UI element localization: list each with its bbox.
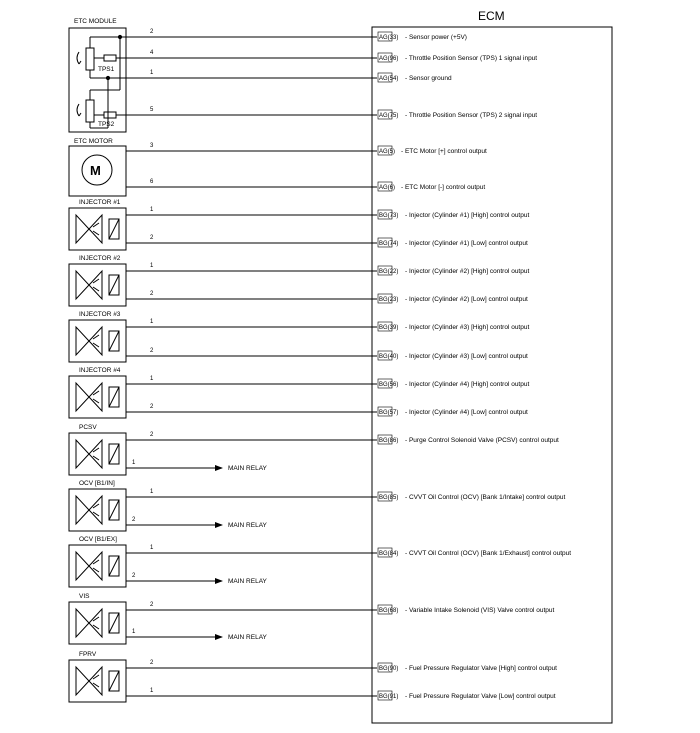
pin-number: 2 — [132, 573, 136, 579]
pin-number: 2 — [150, 291, 154, 297]
solenoid-injector-3 — [69, 320, 126, 362]
etc-module-title: ETC MODULE — [74, 18, 117, 25]
pin-number: 2 — [150, 602, 154, 608]
etc-motor-title: ETC MOTOR — [74, 138, 113, 145]
signal-description: - Injector (Cylinder #3) [Low] control output — [405, 353, 528, 360]
pin-number: 2 — [150, 660, 154, 666]
signal-description: - Injector (Cylinder #4) [Low] control output — [405, 409, 528, 416]
pin-number: 2 — [150, 432, 154, 438]
signal-description: - Variable Intake Solenoid (VIS) Valve control output — [405, 607, 555, 614]
ecm-pin-id: BG(56) — [379, 382, 399, 388]
solenoid-injector-2 — [69, 264, 126, 306]
solenoid-injector-1 — [69, 208, 126, 250]
ecm-pin-id: BG(74) — [379, 241, 399, 247]
signal-description: - Throttle Position Sensor (TPS) 1 signal input — [405, 55, 538, 62]
signal-description: - Injector (Cylinder #1) [High] control output — [405, 212, 530, 219]
tps2-sensor — [77, 37, 126, 128]
solenoid-ocv-b1-ex — [69, 545, 126, 587]
ecm-pin-id: BG(39) — [379, 325, 399, 331]
pin-number: 2 — [132, 517, 136, 523]
signal-description: - Fuel Pressure Regulator Valve [High] control output — [405, 665, 557, 672]
main-relay-label: MAIN RELAY — [228, 578, 267, 585]
signal-description: - Injector (Cylinder #2) [High] control output — [405, 268, 530, 275]
pin-number: 1 — [150, 545, 154, 551]
pin-number: 1 — [150, 207, 154, 213]
pin-number: 2 — [150, 404, 154, 410]
pin-number: 1 — [150, 70, 154, 76]
pin-number: 1 — [150, 319, 154, 325]
device-label: INJECTOR #4 — [79, 367, 121, 374]
ecm-pin-id: AG(6) — [379, 185, 396, 191]
solenoid-ocv-b1-in — [69, 489, 126, 531]
motor-symbol-label: M — [90, 163, 101, 178]
ecm-pin-id: BG(40) — [379, 354, 399, 360]
tps2-label: TPS2 — [98, 121, 115, 128]
device-label: PCSV — [79, 424, 97, 431]
signal-description: - Injector (Cylinder #4) [High] control output — [405, 381, 530, 388]
main-relay-label: MAIN RELAY — [228, 465, 267, 472]
main-relay-label: MAIN RELAY — [228, 634, 267, 641]
main-relay-label: MAIN RELAY — [228, 522, 267, 529]
signal-description: - CVVT Oil Control (OCV) [Bank 1/Exhaust] control output — [405, 550, 572, 557]
ecm-pin-id: BG(23) — [379, 297, 399, 303]
device-label: OCV [B1/IN] — [79, 480, 115, 487]
signal-description: - Injector (Cylinder #2) [Low] control output — [405, 296, 528, 303]
device-label: OCV [B1/EX] — [79, 536, 117, 543]
device-label: INJECTOR #2 — [79, 255, 121, 262]
device-label: FPRV — [79, 651, 97, 658]
ecm-box — [372, 27, 612, 723]
ecm-pin-id: AG(96) — [379, 56, 399, 62]
pin-number: 3 — [150, 143, 154, 149]
ecm-pin-id: BG(68) — [379, 608, 399, 614]
device-label: INJECTOR #1 — [79, 199, 121, 206]
device-label: INJECTOR #3 — [79, 311, 121, 318]
solenoid-vis — [69, 602, 126, 644]
ecm-pin-id: BG(57) — [379, 410, 399, 416]
pin-number: 1 — [132, 460, 136, 466]
signal-description: - Injector (Cylinder #3) [High] control output — [405, 324, 530, 331]
pin-number: 2 — [150, 235, 154, 241]
device-label: VIS — [79, 593, 90, 600]
ecm-pin-id: BG(90) — [379, 666, 399, 672]
pin-number: 1 — [150, 489, 154, 495]
pin-number: 1 — [150, 263, 154, 269]
tps1-label: TPS1 — [98, 66, 115, 73]
ecm-pin-id: BG(84) — [379, 551, 399, 557]
ecm-pin-id: AG(5) — [379, 149, 396, 155]
signal-description: - Sensor power (+5V) — [405, 34, 467, 41]
signal-description: - Injector (Cylinder #1) [Low] control output — [405, 240, 528, 247]
pin-number: 4 — [150, 50, 154, 56]
pin-number: 1 — [150, 688, 154, 694]
signal-description: - CVVT Oil Control (OCV) [Bank 1/Intake] control output — [405, 494, 566, 501]
signal-description: - Sensor ground — [405, 75, 452, 82]
pin-number: 6 — [150, 179, 154, 185]
solenoid-fprv — [69, 660, 126, 702]
signal-description: - Purge Control Solenoid Valve (PCSV) control output — [405, 437, 559, 444]
pin-number: 2 — [150, 348, 154, 354]
ecm-pin-id: AG(54) — [379, 76, 399, 82]
signal-description: - ETC Motor [+] control output — [401, 148, 487, 155]
ecm-pin-id: BG(22) — [379, 269, 399, 275]
ecm-pin-id: AG(75) — [379, 113, 399, 119]
etc-module-box — [69, 28, 126, 132]
signal-description: - Throttle Position Sensor (TPS) 2 signal input — [405, 112, 538, 119]
pin-number: 1 — [150, 376, 154, 382]
ecm-pin-id: BG(73) — [379, 213, 399, 219]
ecm-pin-id: AG(33) — [379, 35, 399, 41]
pin-number: 5 — [150, 107, 154, 113]
ecm-pin-id: BG(86) — [379, 438, 399, 444]
ecm-pin-id: BG(91) — [379, 694, 399, 700]
solenoid-injector-4 — [69, 376, 126, 418]
ecm-title: ECM — [478, 9, 505, 23]
solenoid-pcsv — [69, 433, 126, 475]
ecm-pin-id: BG(85) — [379, 495, 399, 501]
signal-description: - ETC Motor [-] control output — [401, 184, 486, 191]
pin-number: 2 — [150, 29, 154, 35]
pin-number: 1 — [132, 629, 136, 635]
signal-description: - Fuel Pressure Regulator Valve [Low] control output — [405, 693, 556, 700]
